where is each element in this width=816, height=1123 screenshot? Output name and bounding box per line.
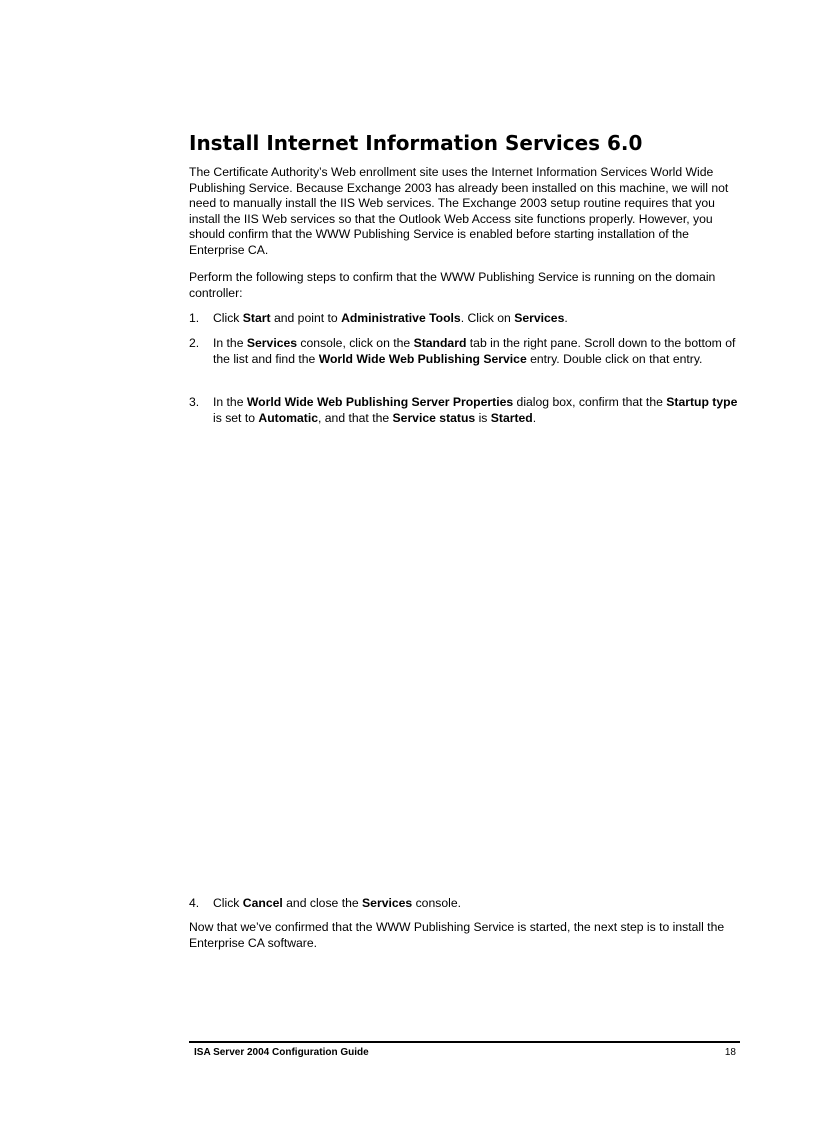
step-number: 3.: [189, 395, 200, 409]
step-text: In the World Wide Web Publishing Server Properties dialog box, confirm that the Startup type is set to Automatic, and that the Service status is Started.: [213, 395, 738, 425]
step-text: In the Services console, click on the Standard tab in the right pane. Scroll down to the bottom of the list and find the World Wide Web Publishing Service entry. Double click on that entry.: [213, 336, 736, 366]
step-text: Click Cancel and close the Services console.: [213, 896, 461, 910]
steps-lead-paragraph: Perform the following steps to confirm that the WWW Publishing Service is running on the domain controller:: [189, 270, 716, 300]
intro-paragraph: The Certificate Authority’s Web enrollment site uses the Internet Information Services World Wide Publishing Service. Because Exchange 2003 has already been installed on this machine, we will not need to manually install the IIS Web services. The Exchange 2003 setup routine requires that you install the IIS Web services so that the Outlook Web Access site functions properly. However, you should confirm that the WWW Publishing Service is enabled before starting installation of the Enterprise CA.: [189, 165, 729, 257]
page-title: Install Internet Information Services 6.0: [189, 131, 643, 155]
step-number: 2.: [189, 336, 200, 350]
step-number: 4.: [189, 896, 200, 910]
step-text: Click Start and point to Administrative Tools. Click on Services.: [213, 311, 568, 325]
footer-title: ISA Server 2004 Configuration Guide: [194, 1047, 369, 1058]
step-number: 1.: [189, 311, 200, 325]
closing-paragraph: Now that we’ve confirmed that the WWW Publishing Service is started, the next step is to install the Enterprise CA software.: [189, 920, 725, 950]
footer-rule: [189, 1041, 740, 1043]
page-number: 18: [724, 1047, 736, 1058]
document-page: [189, 0, 744, 1123]
